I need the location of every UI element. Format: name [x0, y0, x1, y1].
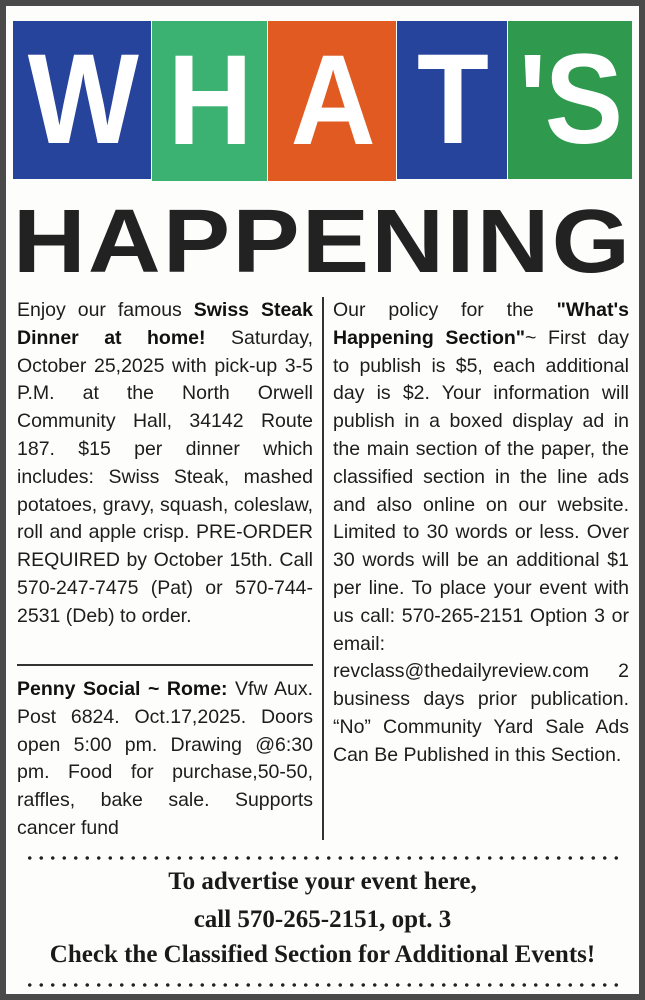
policy-column	[333, 297, 629, 770]
title-tile-s: 'S	[508, 21, 632, 179]
title-tiles	[0, 0, 645, 200]
ad-body: Vfw Aux. Post 6824. Oct.17,2025. Doors open 5:00 pm. Drawing @6:30 pm. Food for purchase,50-50, raffles, bake sale. Supports cancer fund	[17, 678, 313, 839]
footer-line-1: To advertise your event here,	[168, 868, 477, 895]
ad-intro: Enjoy our famous	[17, 299, 194, 321]
left-column	[17, 297, 313, 631]
dotted-rule-top	[24, 855, 624, 861]
policy-headline: "What's Happening Section"	[333, 299, 629, 349]
ad-headline: Swiss Steak Dinner at home!	[17, 299, 313, 349]
ad-headline: Penny Social ~ Rome:	[17, 678, 228, 700]
title-tile-a: A	[268, 21, 396, 181]
ad-divider	[17, 664, 313, 666]
title-tile-t: T	[397, 21, 507, 179]
footer-line-3: Check the Classified Section for Additional Events!	[49, 941, 596, 968]
column-divider	[322, 297, 324, 840]
title-tile-h: H	[152, 21, 267, 181]
footer-line-2: call 570-265-2151, opt. 3	[193, 906, 452, 933]
ad-body: Saturday, October 25,2025 with pick-up 3-5 P.M. at the North Orwell Community Hall, 34142 Route 187. $15 per dinner which includes: Swiss Steak, mashed potatoes, gravy, squash, coleslaw, roll and apple crisp. PRE-ORDER REQUIRED by October 15th. Call 570-247-7475 (Pat) or 570-744-2531 (Deb) to order.	[17, 326, 313, 627]
page-subtitle: HAPPENING	[12, 192, 633, 292]
policy-body: ~ First day to publish is $5, each additional day is $2. Your information will publish in a boxed display ad in the main section of the paper, the classified section in the line ads and also online on our website. Limited to 30 words or less. Over 30 words will be an additional $1 per line. To place your event with us call: 570-265-2151 Option 3 or email: revclass@thedailyreview.com 2 business days prior publication. “No” Community Yard Sale Ads Can Be Published in this Section.	[333, 326, 630, 766]
penny-social-ad	[17, 676, 313, 843]
policy-intro: Our policy for the	[333, 299, 557, 321]
swiss-steak-ad	[17, 297, 313, 631]
dotted-rule-bottom	[24, 982, 624, 988]
title-tile-w: W	[13, 21, 151, 179]
